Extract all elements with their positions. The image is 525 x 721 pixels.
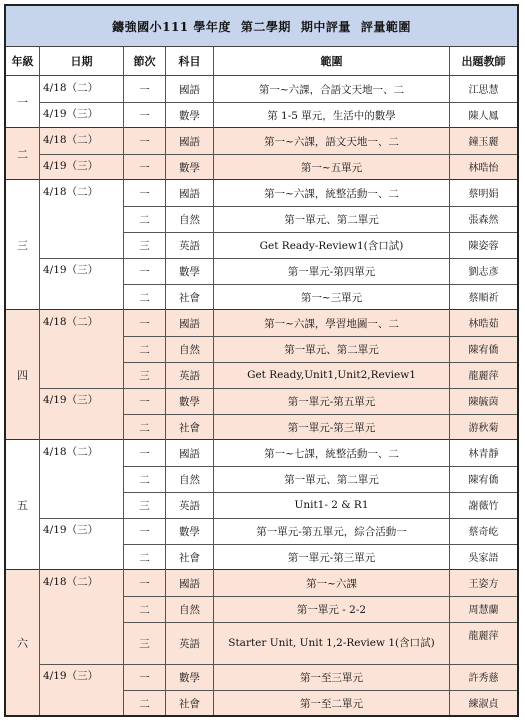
- period-cell: 二: [124, 206, 166, 232]
- subject-cell: 英語: [166, 362, 214, 388]
- period-cell: 一: [124, 518, 166, 544]
- subject-cell: 自然: [166, 596, 214, 622]
- teacher-cell: 周慧蘭: [468, 605, 499, 616]
- period-cell: 三: [124, 232, 166, 258]
- exam-scope-sheet: [4, 4, 519, 717]
- range-cell: 第一~六課，統整活動一、二: [214, 180, 450, 206]
- grade-label: 四: [6, 310, 40, 440]
- range-cell: 第一~五單元: [214, 154, 450, 180]
- row-divider: [124, 466, 517, 467]
- range-cell: Get Ready-Review1(含口試): [214, 232, 450, 258]
- subject-cell: 數學: [166, 154, 214, 180]
- row-divider: [40, 154, 124, 155]
- header-range: 範圍: [214, 47, 450, 75]
- row-divider: [40, 388, 124, 389]
- subject-cell: 數學: [166, 664, 214, 690]
- range-cell: 第一單元-第三單元: [214, 414, 450, 440]
- grade-label: 三: [6, 180, 40, 310]
- teacher-cell: 張森然: [468, 215, 499, 226]
- teacher-cell: 陳宥僑: [468, 345, 499, 356]
- range-cell: Unit1- 2 & R1: [214, 492, 450, 518]
- grade-block: [6, 570, 517, 716]
- teacher-cell: 江思慧: [468, 85, 499, 96]
- period-cell: 二: [124, 284, 166, 310]
- teacher-cell: 吳家語: [468, 553, 499, 564]
- range-cell: 第一至二單元: [214, 690, 450, 716]
- subject-cell: 社會: [166, 414, 214, 440]
- grade-block: [6, 76, 517, 128]
- subject-cell: 國語: [166, 180, 214, 206]
- row-divider: [124, 664, 517, 665]
- range-cell: 第一單元 - 2-2: [214, 596, 450, 622]
- period-cell: 二: [124, 544, 166, 570]
- row-divider: [124, 492, 517, 493]
- row-divider: [124, 102, 517, 103]
- period-cell: 一: [124, 388, 166, 414]
- row-divider: [124, 388, 517, 389]
- grade-block: [6, 310, 517, 440]
- date-cell: 4/19（三）: [40, 388, 124, 440]
- title-scope: 評量範圍: [360, 19, 411, 34]
- subject-cell: 數學: [166, 258, 214, 284]
- title-exam: 期中評量: [300, 19, 351, 34]
- period-cell: 二: [124, 690, 166, 716]
- row-divider: [40, 664, 124, 665]
- row-divider: [40, 518, 124, 519]
- grade-block: [6, 128, 517, 180]
- period-cell: 一: [124, 128, 166, 154]
- range-cell: 第一~六課: [214, 570, 450, 596]
- teacher-cell: 林晧怡: [468, 163, 499, 174]
- table-header: [6, 47, 517, 76]
- subject-cell: 國語: [166, 570, 214, 596]
- subject-cell: 國語: [166, 310, 214, 336]
- teacher-cell: 劉志彥: [468, 267, 499, 278]
- subject-cell: 英語: [166, 492, 214, 518]
- grade-block: [6, 180, 517, 310]
- teacher-cell: 林晧茹: [468, 319, 499, 330]
- subject-cell: 國語: [166, 440, 214, 466]
- subject-cell: 社會: [166, 690, 214, 716]
- period-cell: 二: [124, 466, 166, 492]
- subject-cell: 自然: [166, 336, 214, 362]
- teacher-cell: 許秀慈: [468, 673, 499, 684]
- date-cell: 4/18（二）: [40, 310, 124, 388]
- header-subject: 科目: [166, 47, 214, 75]
- range-cell: 第一單元、第二單元: [214, 466, 450, 492]
- subject-cell: 自然: [166, 206, 214, 232]
- header-grade: 年級: [6, 47, 40, 75]
- subject-cell: 數學: [166, 518, 214, 544]
- teacher-cell: 陳姿蓉: [468, 241, 499, 252]
- teacher-cell: 王姿方: [468, 579, 499, 590]
- period-cell: 一: [124, 102, 166, 128]
- teacher-cell: 蔡順祈: [468, 293, 499, 304]
- range-cell: [214, 622, 450, 664]
- period-cell: 二: [124, 414, 166, 440]
- subject-cell: 數學: [166, 102, 214, 128]
- date-cell: 4/19（三）: [40, 518, 124, 570]
- date-cell: 4/18（二）: [40, 570, 124, 664]
- row-divider: [124, 258, 517, 259]
- range-text: Starter Unit, Unit 1,2-Review 1(含口試): [228, 637, 435, 649]
- range-cell: Get Ready,Unit1,Unit2,Review1: [214, 362, 450, 388]
- period-cell: 二: [124, 336, 166, 362]
- grade-label: 五: [6, 440, 40, 570]
- period-cell: 三: [124, 362, 166, 388]
- period-cell: 一: [124, 154, 166, 180]
- subject-cell: 國語: [166, 128, 214, 154]
- subject-cell: 社會: [166, 284, 214, 310]
- teacher-cell: 林青靜: [468, 449, 499, 460]
- row-divider: [124, 336, 517, 337]
- header-teacher: 出題教師: [461, 55, 506, 68]
- date-cell: 4/19（三）: [40, 154, 124, 180]
- range-cell: 第一單元、第二單元: [214, 336, 450, 362]
- range-cell: 第一~七課，統整活動一、二: [214, 440, 450, 466]
- period-cell: 三: [124, 492, 166, 518]
- teacher-cell: 蔡明娟: [468, 189, 499, 200]
- teacher-cell: 陳人鳳: [468, 111, 499, 122]
- range-cell: 第一單元、第二單元: [214, 206, 450, 232]
- date-cell: 4/18（二）: [40, 76, 124, 102]
- subject-cell: 自然: [166, 466, 214, 492]
- row-divider: [124, 284, 517, 285]
- teacher-cell: 蔡奇屹: [468, 527, 499, 538]
- teacher-cell: 謝薇竹: [468, 501, 499, 512]
- range-cell: 第一~六課，學習地圖一、二: [214, 310, 450, 336]
- period-cell: 一: [124, 440, 166, 466]
- period-cell: 一: [124, 664, 166, 690]
- teacher-cell: 龍麗萍: [468, 631, 499, 642]
- period-cell: 一: [124, 258, 166, 284]
- subject-cell: 英語: [166, 232, 214, 258]
- grade-label: 二: [6, 128, 40, 180]
- teacher-cell: 練淑貞: [468, 699, 499, 710]
- period-cell: 一: [124, 180, 166, 206]
- row-divider: [124, 544, 517, 545]
- page-title: [6, 6, 517, 47]
- range-cell: 第一至三單元: [214, 664, 450, 690]
- subject-cell: 數學: [166, 388, 214, 414]
- title-school: 鑄強國小111 學年度: [112, 19, 231, 34]
- title-semester: 第二學期: [240, 19, 291, 34]
- row-divider: [124, 596, 517, 597]
- range-cell: 第一單元-第五單元，綜合活動一: [214, 518, 450, 544]
- row-divider: [40, 102, 124, 103]
- range-cell: 第一單元-第三單元: [214, 544, 450, 570]
- date-cell: 4/19（三）: [40, 664, 124, 716]
- period-cell: 一: [124, 310, 166, 336]
- row-divider: [124, 690, 517, 691]
- teacher-cell: 龍麗萍: [468, 371, 499, 382]
- date-cell: 4/19（三）: [40, 102, 124, 128]
- period-cell: 一: [124, 76, 166, 102]
- range-cell: 第一~六課，合語文天地一、二: [214, 76, 450, 102]
- row-divider: [124, 206, 517, 207]
- header-period: 節次: [124, 47, 166, 75]
- row-divider: [40, 258, 124, 259]
- period-cell: 三: [124, 622, 166, 664]
- subject-cell: 國語: [166, 76, 214, 102]
- range-cell: 第一單元-第五單元: [214, 388, 450, 414]
- subject-cell: 英語: [166, 622, 214, 664]
- header-date: 日期: [40, 47, 124, 75]
- row-divider: [124, 232, 517, 233]
- teacher-cell: 鐘玉麗: [468, 137, 499, 148]
- row-divider: [124, 622, 517, 623]
- date-cell: 4/19（三）: [40, 258, 124, 310]
- teacher-cell: 陳毓茵: [468, 397, 499, 408]
- row-divider: [124, 518, 517, 519]
- grade-label: 六: [6, 570, 40, 716]
- date-cell: 4/18（二）: [40, 440, 124, 518]
- grade-block: [6, 440, 517, 570]
- range-cell: 第一~六課，語文天地一、二: [214, 128, 450, 154]
- grade-label: 一: [6, 76, 40, 128]
- row-divider: [124, 414, 517, 415]
- range-cell: 第 1-5 單元，生活中的數學: [214, 102, 450, 128]
- row-divider: [124, 154, 517, 155]
- teacher-cell: 游秋菊: [468, 423, 499, 434]
- range-cell: 第一~三單元: [214, 284, 450, 310]
- teacher-cell: 陳宥僑: [468, 475, 499, 486]
- subject-cell: 社會: [166, 544, 214, 570]
- date-cell: 4/18（二）: [40, 128, 124, 154]
- period-cell: 一: [124, 570, 166, 596]
- row-divider: [124, 362, 517, 363]
- range-cell: 第一單元-第四單元: [214, 258, 450, 284]
- period-cell: 二: [124, 596, 166, 622]
- date-cell: 4/18（二）: [40, 180, 124, 258]
